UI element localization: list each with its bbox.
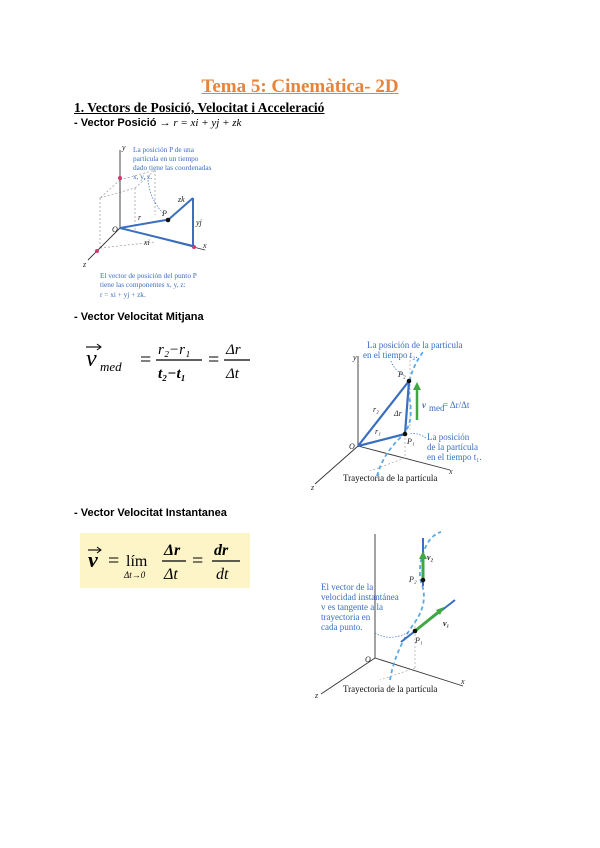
p1-label: P₁ bbox=[415, 636, 423, 645]
bullet-position bbox=[74, 117, 241, 129]
z-axis-label: z bbox=[311, 483, 315, 492]
vinst-den: Δt bbox=[164, 566, 178, 583]
vinst-trajectory-label: Trayectoria de la partícula bbox=[343, 684, 438, 694]
p2-label: P₂ bbox=[409, 575, 417, 584]
v1-label: v₁ bbox=[443, 619, 450, 628]
zk-label: zk bbox=[178, 195, 185, 204]
p2-point bbox=[407, 379, 412, 384]
z-marker bbox=[95, 249, 99, 253]
pos-caption-top-3: x, y, z. bbox=[133, 172, 153, 181]
xi-vector bbox=[120, 228, 193, 246]
vmed-eq2: = bbox=[208, 349, 220, 371]
pos-caption-top-0: La posición P de una bbox=[133, 145, 194, 154]
p2-label: P₂ bbox=[398, 370, 406, 379]
r2-label: r₂ bbox=[373, 405, 379, 414]
x-axis-label: x bbox=[203, 241, 207, 250]
y-marker bbox=[118, 176, 122, 180]
vmed-den2: Δt bbox=[226, 366, 239, 382]
page-title: Tema 5: Cinemàtica- 2D bbox=[201, 76, 399, 97]
vavg-caption-right-1: de la partícula bbox=[427, 442, 478, 452]
r-label: r bbox=[138, 213, 142, 222]
vmed-den: t₂−t₁ bbox=[158, 366, 186, 382]
vavg-caption-right-0: La posición bbox=[427, 432, 470, 442]
vinst-eq2: = bbox=[192, 550, 204, 572]
bullet-velocity-inst: - Vector Velocitat Instantanea bbox=[74, 507, 227, 519]
pos-caption-bottom-0: El vector de posición del punto P bbox=[100, 271, 197, 280]
position-figure bbox=[80, 140, 240, 305]
vinst-caption-1: velocidad instantánea bbox=[321, 592, 399, 602]
vavg-caption-top-1: en el tiempo t₂. bbox=[363, 350, 418, 360]
p1-point bbox=[413, 629, 418, 634]
pos-caption-bottom-2: r = xi + yj + zk. bbox=[100, 290, 146, 299]
vinst-eq1: = bbox=[108, 550, 120, 572]
pos-caption-top-1: partícula en un tiempo bbox=[133, 154, 199, 163]
point-p-label: P bbox=[162, 209, 167, 218]
bullet-velocity-avg: - Vector Velocitat Mitjana bbox=[74, 311, 204, 323]
pos-caption-top-2: dado tiene las coordenadas bbox=[133, 163, 212, 172]
vmed-formula bbox=[84, 334, 274, 382]
xi-label: xi bbox=[144, 238, 150, 247]
vinst-caption-4: cada punto. bbox=[321, 622, 363, 632]
v1-arrow bbox=[415, 610, 441, 631]
section-title: 1. Vectors de Posició, Velocitat i Acceleració bbox=[74, 100, 325, 115]
dr-label: Δr bbox=[394, 409, 402, 418]
origin-label: O bbox=[365, 655, 371, 664]
vinst-lim-sub: Δt→0 bbox=[124, 570, 146, 580]
trajectory-curve bbox=[390, 532, 441, 680]
x-axis-label: x bbox=[461, 677, 465, 686]
vmed-fig-eq: = Δr/Δt bbox=[443, 400, 470, 410]
vinst-formula bbox=[82, 533, 250, 588]
vmed-fig-label: v bbox=[422, 400, 426, 410]
vinst-den2: dt bbox=[216, 566, 229, 583]
vmed-fig-sub: med bbox=[429, 403, 445, 413]
vavg-caption-top-0: La posición de la partícula bbox=[367, 340, 463, 350]
vmed-num: r₂−r₁ bbox=[158, 342, 191, 358]
x-axis-label: x bbox=[449, 467, 453, 476]
vinst-lhs: v bbox=[88, 547, 98, 572]
r1-label: r₁ bbox=[375, 427, 381, 436]
z-axis-label: z bbox=[315, 691, 319, 700]
r-vector bbox=[120, 220, 166, 228]
velocity-inst-figure bbox=[305, 530, 485, 702]
vmed-eq1: = bbox=[140, 349, 152, 371]
point-p bbox=[166, 218, 171, 223]
velocity-avg-figure bbox=[305, 334, 495, 496]
vmed-num2: Δr bbox=[226, 342, 241, 358]
p1-label: P₁ bbox=[407, 437, 415, 446]
pos-caption-bottom-1: tiene las componentes x, y, z: bbox=[100, 280, 186, 289]
vinst-caption-2: v es tangente a la bbox=[321, 602, 383, 612]
vmed-sub: med bbox=[100, 359, 122, 374]
y-axis-label: y bbox=[353, 353, 357, 362]
position-formula: → r = xi + yj + zk bbox=[159, 117, 242, 129]
origin-label: O bbox=[349, 442, 355, 451]
z-axis-label: z bbox=[83, 260, 87, 269]
y-axis-label: y bbox=[122, 143, 126, 152]
vinst-caption-0: El vector de la bbox=[321, 582, 374, 592]
p1-point bbox=[403, 432, 408, 437]
vinst-caption-3: trayectoria en bbox=[321, 612, 371, 622]
v2-label: v₂ bbox=[427, 553, 434, 562]
bullet-position-label: - Vector Posició bbox=[74, 117, 157, 129]
vinst-lim: lím bbox=[126, 553, 148, 570]
vinst-num2: dr bbox=[214, 542, 229, 559]
x-axis bbox=[375, 658, 463, 686]
p2-point bbox=[421, 578, 426, 583]
vavg-trajectory-label: Trayectoria de la partícula bbox=[343, 473, 438, 483]
origin-label: O bbox=[112, 225, 118, 234]
vmed-lhs: v bbox=[86, 346, 97, 372]
yj-label: yj bbox=[196, 218, 202, 227]
vinst-num: Δr bbox=[164, 542, 181, 559]
vavg-caption-right-2: en el tiempo t₁. bbox=[427, 452, 482, 462]
